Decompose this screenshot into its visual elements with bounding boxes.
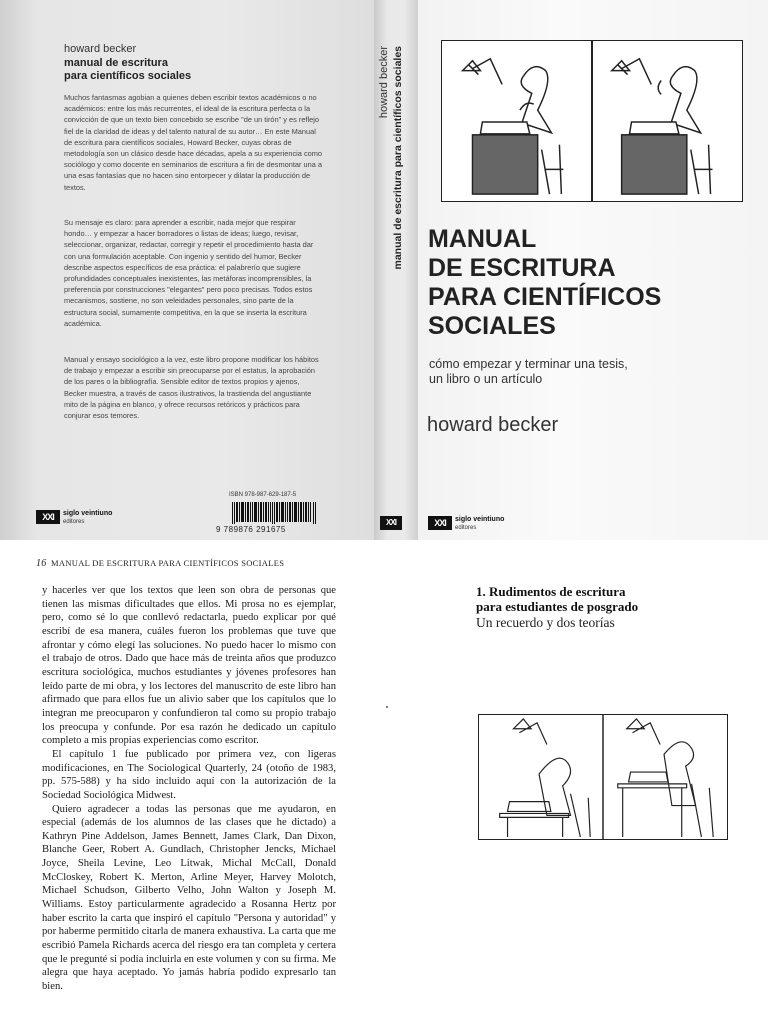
front-publisher-sub: editores [455,525,477,531]
chapter-heading-line2: para estudiantes de posgrado [476,599,639,614]
body-paragraph-1: y hacerles ver que los textos que leen son obra de personas que tienen las mismas dificultades que ellos. Mi prosa no es ejemplar, pero, como sé lo que conllevó redactarla, puedo explicar por qué escribí de esa manera, cuáles fueron los problemas que tuve que afrontar y cómo elegí las soluciones. No puedo hacer lo mismo con el trabajo de otros. Dado que hace más de treinta años que produzco escritura sociológica, muchos estudiantes y jóvenes profesores han leído parte de mi obra, y los lectores del manuscrito de este libro han afirmado que para ellos fue un alivio saber que los capítulos que lo integran me preocuparon y confundieron tal como su propio trabajo los preocupa y confunde. Por esa razón he dedicado un capítulo completo a mis propias experiencias como escritor. [42,585,336,747]
publisher-logo-icon: XXI [36,510,60,524]
spine-publisher-logo-icon: XXI [380,516,402,530]
spine-author-text: howard becker [378,46,390,119]
barcode-number: 9 789876 291675 [216,525,286,534]
back-cover-blurb-2: Su mensaje es claro: para aprender a escribir, nada mejor que respirar hondo… y empezar a hacer borradores o listas de ideas; luego, revisar, seleccionar, organizar, redactar, corregir y repetir el procedimiento hasta dar con una formulación aceptable. Con ingenio y sentido del humor, Becker describe aspectos específicos de esa práctica: el palabrerío que sugiere profundidades conceptuales inexistentes, las metáforas incomprensibles, la preferencia por construcciones "elegantes" pero poco precisas. Todos estos mecanismos, sostiene, no son veleidades personales, sino parte de la estructura social, sumamente competitiva, en la que se inserta la escritura académica. [64,218,314,328]
back-cover-title-line1: manual de escritura [64,57,168,69]
page-number: 16 [36,558,47,569]
barcode-image [232,502,316,524]
front-title-line3: PARA CIENTÍFICOS [428,283,662,311]
spine-author [378,46,392,136]
spine-title-text: manual de escritura para científicos sociales [392,46,404,270]
back-cover-title-line2: para científicos sociales [64,70,192,82]
back-cover-blurb-1: Muchos fantasmas agobian a quienes deben escribir textos académicos o no académicos: entre los más recurrentes, el ideal de la escritura perfecta o la convicción de que un texto bien concebido se escribe "de un tirón" y es reflejo fiel de la claridad de ideas y del talento natural de su autor… En este Manual de escritura para científicos sociales, Howard Becker, cuyas obras de metodología son un clásico desde hace décadas, apela a su experiencia como sociólogo y como docente en seminarios de escritura a fin de desmontar una a una esas fantasías que no hacen sino entorpecer y dilatar la producción de textos. [64,93,323,192]
front-publisher-name: siglo veintiuno [455,516,505,523]
left-page-body [42,584,336,994]
front-title-line4: SOCIALES [428,312,556,340]
page-speck [386,706,388,708]
spine-title [392,46,406,306]
front-subtitle-line2: un libro o un artículo [429,372,543,386]
writer-illustration-icon [441,40,743,202]
chapter-subtitle: Un recuerdo y dos teorías [476,615,615,630]
back-cover-blurb-3: Manual y ensayo sociológico a la vez, este libro propone modificar los hábitos de trabajo y empezar a escribir sin preocuparse por el estatus, la aprobación de los pares o la bibliografía. Sensible editor de textos propios y ajenos, Becker muestra, a través de casos ilustrativos, la trastienda del angustiante mito de la página en blanco, y ofrece recursos retóricos y prácticos para conjurar esos temores. [64,355,319,421]
isbn-text: ISBN 978-987-629-187-5 [229,492,297,498]
front-title-line2: DE ESCRITURA [428,254,616,282]
back-publisher-sub: editores [63,519,85,525]
front-cover-author: howard becker [427,414,559,436]
chapter-illustration-icon [478,714,728,840]
open-book-pages [0,540,768,1024]
chapter-heading [476,584,716,614]
front-cover-title [428,225,758,341]
back-publisher-name: siglo veintiuno [63,510,113,517]
front-title-line1: MANUAL [428,225,537,253]
back-cover-author: howard becker [64,43,137,55]
back-cover [0,0,374,540]
front-publisher-logo-icon: XXI [428,516,452,530]
front-cover-subtitle [429,357,729,387]
left-page-header [36,558,284,569]
running-head: MANUAL DE ESCRITURA PARA CIENTÍFICOS SOCIALES [51,558,285,568]
back-cover-title [64,57,304,83]
body-paragraph-2: El capítulo 1 fue publicado por primera vez, con ligeras modificaciones, en The Sociological Quarterly, 24 (otoño de 1983, pp. 575-588) y ha sido incluido aquí con la autorización de la Sociedad Sociológica Midwest. [42,748,336,801]
chapter-heading-line1: 1. Rudimentos de escritura [476,584,626,599]
front-subtitle-line1: cómo empezar y terminar una tesis, [429,357,628,371]
body-paragraph-3: Quiero agradecer a todas las personas que me ayudaron, en especial (además de los alumnos de las clases que he dictado) a Kathryn Pine Addelson, James Bennett, James Clark, Dan Dixon, Blanche Geer, Robert A. Gundlach, Christopher Jencks, Michael Joyce, Sheila Levine, Leo Litwak, Michal McCall, Donald McCloskey, Robert K. Merton, Arline Meyer, Harvey Molotch, Michael Schudson, Gilberto Velho, John Walton y Joseph M. Williams. Estoy particularmente agradecido a Rosanna Hertz por haber escrito la carta que inspiró el capítulo "Persona y autoridad" y por haberme permitido citarla de manera exhaustiva. La carta que me escribió Pamela Richards acerca del riesgo era tan completa y certera que le pregunté si podía incluirla en este volumen y con su firma. Me alegra que haya aceptado. Yo jamás habría podido expresarlo tan bien. [42,803,336,993]
